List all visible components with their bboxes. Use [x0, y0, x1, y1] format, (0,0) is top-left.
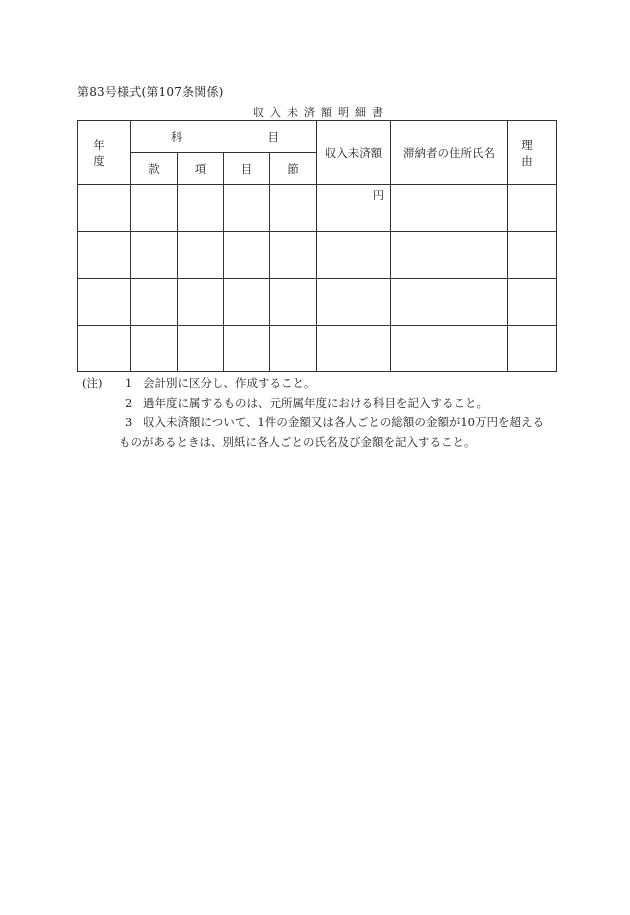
- cell-kan: [131, 232, 178, 279]
- detail-table: [77, 120, 557, 372]
- cell-kou: [178, 279, 224, 326]
- header-subject-right: 目: [267, 129, 279, 144]
- note-item-1: [77, 374, 567, 394]
- note-item-3-continued: [77, 433, 567, 453]
- note-number: 1: [125, 376, 133, 390]
- header-subject: [131, 121, 317, 153]
- note-number: 3: [125, 415, 133, 429]
- cell-moku: [224, 279, 270, 326]
- cell-kou: [178, 326, 224, 372]
- cell-kan: [131, 326, 178, 372]
- cell-reason: [508, 185, 557, 232]
- cell-year: [78, 232, 131, 279]
- cell-reason: [508, 326, 557, 372]
- notes-label: (注): [82, 376, 103, 390]
- cell-kou: [178, 185, 224, 232]
- cell-setsu: [270, 279, 317, 326]
- cell-kan: [131, 279, 178, 326]
- cell-setsu: [270, 232, 317, 279]
- header-debtor: 滞納者の住所氏名: [391, 121, 508, 185]
- cell-debtor: [391, 232, 508, 279]
- note-text-continued: ものがあるときは、別紙に各人ごとの氏名及び金額を記入すること。: [119, 434, 476, 449]
- cell-year: [78, 326, 131, 372]
- cell-reason: [508, 279, 557, 326]
- header-amount: 収入未済額: [317, 121, 391, 185]
- table-row: [78, 326, 557, 372]
- header-kou: 項: [178, 153, 224, 185]
- cell-amount: [317, 185, 391, 232]
- cell-year: [78, 279, 131, 326]
- cell-setsu: [270, 326, 317, 372]
- note-text: 収入未済額について、1件の金額又は各人ごとの総額の金額が10万円を超える: [143, 415, 544, 429]
- cell-debtor: [391, 185, 508, 232]
- cell-year: [78, 185, 131, 232]
- cell-debtor: [391, 326, 508, 372]
- table-row: [78, 185, 557, 232]
- header-kan: 款: [131, 153, 178, 185]
- note-item-2: [77, 394, 567, 414]
- cell-setsu: [270, 185, 317, 232]
- header-moku: 目: [224, 153, 270, 185]
- cell-kou: [178, 232, 224, 279]
- note-text: 会計別に区分し、作成すること。: [143, 376, 316, 390]
- cell-debtor: [391, 279, 508, 326]
- cell-moku: [224, 185, 270, 232]
- header-subject-left: 科: [171, 129, 183, 144]
- cell-amount: [317, 232, 391, 279]
- cell-reason: [508, 232, 557, 279]
- yen-unit: 円: [373, 189, 384, 202]
- header-reason: 理 由: [508, 121, 557, 185]
- cell-amount: [317, 279, 391, 326]
- cell-moku: [224, 232, 270, 279]
- table-row: [78, 279, 557, 326]
- form-number-label: 第83号様式(第107条関係): [77, 85, 224, 99]
- document-title: 収入未済額明細書: [253, 106, 389, 119]
- table-row: [78, 232, 557, 279]
- note-text: 過年度に属するものは、元所属年度における科目を記入すること。: [143, 395, 488, 410]
- note-item-3: [77, 413, 567, 433]
- notes-section: [77, 374, 567, 452]
- header-year: 年 度: [78, 121, 131, 185]
- cell-moku: [224, 326, 270, 372]
- cell-kan: [131, 185, 178, 232]
- cell-amount: [317, 326, 391, 372]
- note-number: 2: [125, 395, 133, 410]
- header-setsu: 節: [270, 153, 317, 185]
